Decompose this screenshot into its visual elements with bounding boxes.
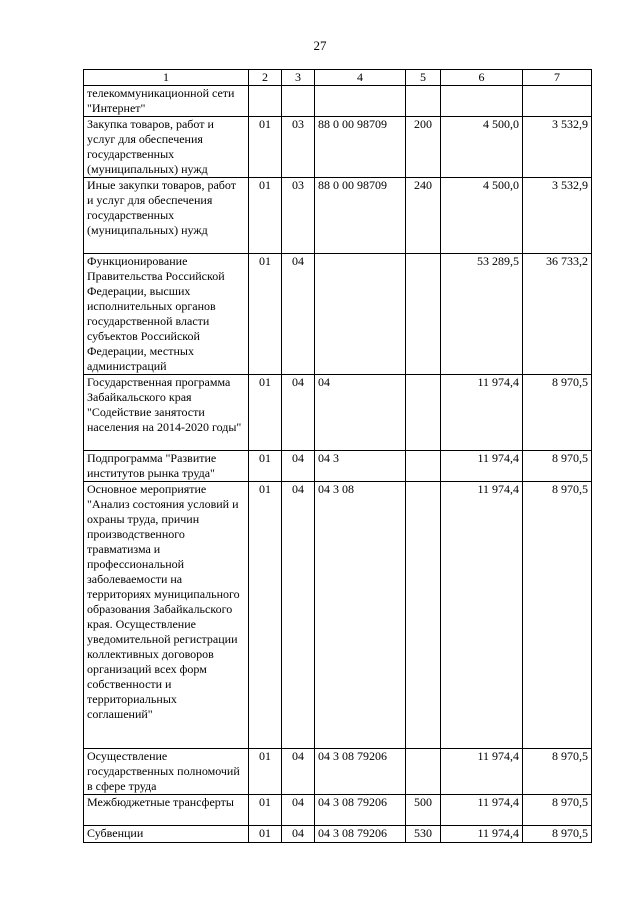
page-number: 27 xyxy=(313,38,327,53)
column-header: 3 xyxy=(282,70,315,86)
row-rz xyxy=(249,86,282,117)
row-name: Государственная программа Забайкальского края "Содействие занятости населения на 2014-2020 годы" xyxy=(84,375,249,451)
row-sum-fact: 8 970,5 xyxy=(523,826,592,843)
row-rz: 01 xyxy=(249,826,282,843)
row-rz: 01 xyxy=(249,375,282,451)
row-csr: 04 xyxy=(315,375,406,451)
row-sum-plan: 11 974,4 xyxy=(441,375,523,451)
row-csr: 04 3 08 79206 xyxy=(315,826,406,843)
row-vr xyxy=(406,375,441,451)
row-pr: 04 xyxy=(282,795,315,826)
row-sum-fact xyxy=(523,86,592,117)
row-name: Межбюджетные трансферты xyxy=(84,795,249,826)
row-pr xyxy=(282,86,315,117)
row-csr: 04 3 08 79206 xyxy=(315,795,406,826)
row-vr: 240 xyxy=(406,178,441,254)
row-name: Подпрограмма "Развитие институтов рынка труда" xyxy=(84,451,249,482)
row-name: Закупка товаров, работ и услуг для обеспечения государственных (муниципальных) нужд xyxy=(84,117,249,178)
budget-table xyxy=(83,69,592,843)
table-row xyxy=(84,826,592,843)
row-csr: 04 3 08 79206 xyxy=(315,749,406,795)
row-csr: 04 3 08 xyxy=(315,482,406,749)
row-csr xyxy=(315,254,406,375)
row-vr xyxy=(406,451,441,482)
table-row xyxy=(84,375,592,451)
row-vr: 200 xyxy=(406,117,441,178)
row-sum-plan: 11 974,4 xyxy=(441,451,523,482)
table-row xyxy=(84,451,592,482)
row-rz: 01 xyxy=(249,117,282,178)
table-row xyxy=(84,749,592,795)
row-pr: 04 xyxy=(282,826,315,843)
row-pr: 04 xyxy=(282,482,315,749)
row-vr: 530 xyxy=(406,826,441,843)
row-pr: 04 xyxy=(282,254,315,375)
row-csr: 88 0 00 98709 xyxy=(315,178,406,254)
row-name: Субвенции xyxy=(84,826,249,843)
table-header-row xyxy=(84,70,592,86)
column-header: 2 xyxy=(249,70,282,86)
row-sum-fact: 3 532,9 xyxy=(523,178,592,254)
row-sum-plan: 11 974,4 xyxy=(441,749,523,795)
table-row xyxy=(84,482,592,749)
row-csr: 88 0 00 98709 xyxy=(315,117,406,178)
row-pr: 04 xyxy=(282,451,315,482)
row-sum-plan: 11 974,4 xyxy=(441,482,523,749)
row-csr: 04 3 xyxy=(315,451,406,482)
row-sum-plan: 53 289,5 xyxy=(441,254,523,375)
row-vr: 500 xyxy=(406,795,441,826)
row-sum-fact: 8 970,5 xyxy=(523,451,592,482)
row-sum-fact: 8 970,5 xyxy=(523,482,592,749)
table-row xyxy=(84,795,592,826)
table-row xyxy=(84,117,592,178)
table-row xyxy=(84,86,592,117)
row-vr xyxy=(406,482,441,749)
column-header: 7 xyxy=(523,70,592,86)
table-row xyxy=(84,178,592,254)
row-sum-plan: 4 500,0 xyxy=(441,117,523,178)
row-sum-fact: 3 532,9 xyxy=(523,117,592,178)
table-row xyxy=(84,254,592,375)
row-rz: 01 xyxy=(249,482,282,749)
column-header: 4 xyxy=(315,70,406,86)
row-sum-plan: 4 500,0 xyxy=(441,178,523,254)
row-name: Осуществление государственных полномочий в сфере труда xyxy=(84,749,249,795)
column-header: 6 xyxy=(441,70,523,86)
row-sum-plan: 11 974,4 xyxy=(441,795,523,826)
row-pr: 04 xyxy=(282,749,315,795)
row-vr xyxy=(406,86,441,117)
column-header: 5 xyxy=(406,70,441,86)
row-rz: 01 xyxy=(249,749,282,795)
row-vr xyxy=(406,749,441,795)
row-name: Основное мероприятие "Анализ состояния условий и охраны труда, причин производственного травматизма и профессиональной заболеваемости на территориях муниципального образования Забайкальского края. Осуществление уведомительной регистрации коллективных договоров организаций всех форм собственности и территориальных соглашений" xyxy=(84,482,249,749)
row-rz: 01 xyxy=(249,451,282,482)
row-rz: 01 xyxy=(249,178,282,254)
row-sum-plan xyxy=(441,86,523,117)
row-pr: 04 xyxy=(282,375,315,451)
row-pr: 03 xyxy=(282,178,315,254)
column-header: 1 xyxy=(84,70,249,86)
row-pr: 03 xyxy=(282,117,315,178)
row-sum-fact: 8 970,5 xyxy=(523,749,592,795)
row-name: Функционирование Правительства Российской Федерации, высших исполнительных органов государственной власти субъектов Российской Федерации, местных администраций xyxy=(84,254,249,375)
row-name: телекоммуникационной сети "Интернет" xyxy=(84,86,249,117)
row-vr xyxy=(406,254,441,375)
row-sum-fact: 36 733,2 xyxy=(523,254,592,375)
row-rz: 01 xyxy=(249,254,282,375)
row-csr xyxy=(315,86,406,117)
row-rz: 01 xyxy=(249,795,282,826)
row-sum-plan: 11 974,4 xyxy=(441,826,523,843)
row-name: Иные закупки товаров, работ и услуг для обеспечения государственных (муниципальных) нужд xyxy=(84,178,249,254)
row-sum-fact: 8 970,5 xyxy=(523,375,592,451)
row-sum-fact: 8 970,5 xyxy=(523,795,592,826)
